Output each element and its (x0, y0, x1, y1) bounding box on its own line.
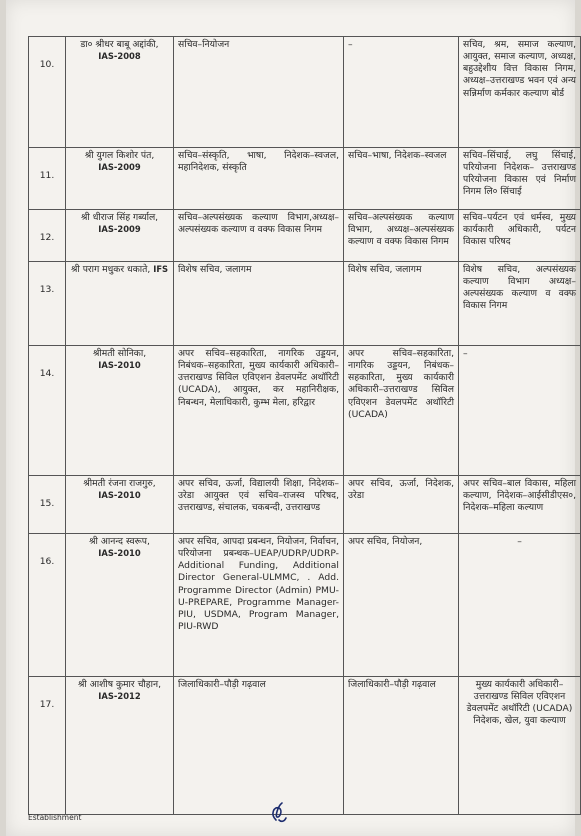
new-posting: अपर सचिव–बाल विकास, महिला कल्याण, निदेशक–आईसीडीएस०, निदेशक–महिला कल्याण (459, 476, 581, 534)
signature-mark (268, 800, 290, 826)
current-posting: अपर सचिव, ऊर्जा, विद्यालयी शिक्षा, निदेशक–उरेडा आयुक्त एवं सचिव–राजस्व परिषद, उत्तराखण्ड, संचालक, चकबन्दी, उत्तराखण्ड (174, 476, 344, 534)
current-posting: विशेष सचिव, जलागम (174, 262, 344, 346)
table-row (29, 148, 581, 210)
officer-cell (66, 148, 174, 210)
new-posting: सचिव, श्रम, समाज कल्याण, आयुक्त, समाज कल्याण, अध्यक्ष, बहुउद्देशीय वित्त विकास निगम, अध्यक्ष–उत्तराखण्ड भवन एवं अन्य सन्निर्माण कर्मकार कल्याण बोर्ड (459, 37, 581, 148)
officer-cell (66, 210, 174, 262)
officer-name: डा० श्रीधर बाबू अद्दांकी, (80, 39, 159, 50)
relieved-from: – (344, 37, 459, 148)
officer-name: श्री आशीष कुमार चौहान, (77, 679, 162, 690)
officer-service: IAS-2009 (98, 224, 141, 235)
table-row (29, 37, 581, 148)
serial-number: 15. (29, 476, 66, 534)
relieved-from: अपर सचिव, नियोजन, (344, 534, 459, 677)
officer-cell (66, 534, 174, 677)
officer-name: श्रीमती सोनिका, (92, 348, 147, 359)
officer-cell (66, 346, 174, 476)
relieved-from: अपर सचिव–सहकारिता, नागरिक उड्डयन, निबंधक–सहकारिता, मुख्य कार्यकारी अधिकारी–उत्तराखण्ड सिविल एविएशन डेवलपमेंट अथॉरिटी (UCADA) (344, 346, 459, 476)
transfer-table (28, 36, 581, 815)
serial-number: 14. (29, 346, 66, 476)
table-row (29, 677, 581, 815)
serial-number: 10. (29, 37, 66, 148)
relieved-from: विशेष सचिव, जलागम (344, 262, 459, 346)
serial-number: 12. (29, 210, 66, 262)
document-page (6, 0, 575, 836)
relieved-from: जिलाधिकारी–पौड़ी गढ़वाल (344, 677, 459, 815)
current-posting: सचिव–संस्कृति, भाषा, निदेशक–स्वजल, महानिदेशक, संस्कृति (174, 148, 344, 210)
serial-number: 17. (29, 677, 66, 815)
officer-service: IAS-2008 (98, 51, 141, 62)
officer-service: IAS-2009 (98, 162, 141, 173)
table-row (29, 534, 581, 677)
officer-name: श्री धीराज सिंह गर्ब्याल, (80, 212, 159, 223)
serial-number: 16. (29, 534, 66, 677)
serial-number: 11. (29, 148, 66, 210)
table-row (29, 262, 581, 346)
new-posting: विशेष सचिव, अल्पसंख्यक कल्याण विभाग अध्यक्ष–अल्पसंख्यक कल्याण व वक्फ विकास निगम (459, 262, 581, 346)
officer-name: श्री आनन्द स्वरूप, (89, 536, 150, 547)
current-posting: जिलाधिकारी–पौड़ी गढ़वाल (174, 677, 344, 815)
table-row (29, 346, 581, 476)
officer-cell (66, 476, 174, 534)
officer-service: IAS-2010 (98, 360, 141, 371)
officer-service: IAS-2010 (98, 548, 141, 559)
officer-service: IAS-2010 (98, 490, 141, 501)
current-posting: सचिव–नियोजन (174, 37, 344, 148)
officer-cell (66, 677, 174, 815)
new-posting: मुख्य कार्यकारी अधिकारी–उत्तराखण्ड सिविल एविएशन डेवलपमेंट अथॉरिटी (UCADA) निदेशक, खेल, युवा कल्याण (459, 677, 581, 815)
officer-service: IAS-2012 (98, 691, 141, 702)
officer-name: श्री पराग मधुकर धकाते, (70, 264, 151, 275)
new-posting: सचिव–पर्यटन एवं धर्मस्व, मुख्य कार्यकारी अधिकारी, पर्यटन विकास परिषद (459, 210, 581, 262)
new-posting: सचिव–सिंचाई, लघु सिंचाई, परियोजना निदेशक– उत्तराखण्ड परियोजना विकास एवं निर्माण निगम लि० सिंचाई (459, 148, 581, 210)
relieved-from: सचिव–भाषा, निदेशक–स्वजल (344, 148, 459, 210)
officer-name: श्री युगल किशोर पंत, (84, 150, 155, 161)
relieved-from: अपर सचिव, ऊर्जा, निदेशक, उरेडा (344, 476, 459, 534)
new-posting: – (459, 346, 581, 476)
serial-number: 13. (29, 262, 66, 346)
relieved-from: सचिव–अल्पसंख्यक कल्याण विभाग, अध्यक्ष–अल्पसंख्यक कल्याण व वक्फ विकास निगम (344, 210, 459, 262)
footer-label: Establishment (28, 813, 82, 822)
officer-name: श्रीमती रंजना राजगुरु, (83, 478, 156, 489)
new-posting: – (459, 534, 581, 677)
current-posting: अपर सचिव, आपदा प्रबन्धन, नियोजन, निर्वाचन, परियोजना प्रबन्धक–UEAP/UDRP/UDRP-Additional Funding, Additional Director General-ULMMC, . Add. Programme Director (Admin) PMU-U-PREPARE, Programme Manager-PIU, USDMA, Program Manager, PIU-RWD (174, 534, 344, 677)
current-posting: अपर सचिव–सहकारिता, नागरिक उड्डयन, निबंधक–सहकारिता, मुख्य कार्यकारी अधिकारी– उत्तराखण्ड सिविल एविएशन डेवलपमेंट अथॉरिटी (UCADA), आयुक्त, कर महानिरीक्षक, निबन्धन, मेलाधिकारी, कुम्भ मेला, हरिद्वार (174, 346, 344, 476)
table-row (29, 476, 581, 534)
officer-cell (66, 37, 174, 148)
current-posting: सचिव–अल्पसंख्यक कल्याण विभाग,अध्यक्ष–अल्पसंख्यक कल्याण व वक्फ विकास निगम (174, 210, 344, 262)
table-row (29, 210, 581, 262)
officer-service: IFS (153, 264, 169, 274)
officer-cell (66, 262, 174, 346)
